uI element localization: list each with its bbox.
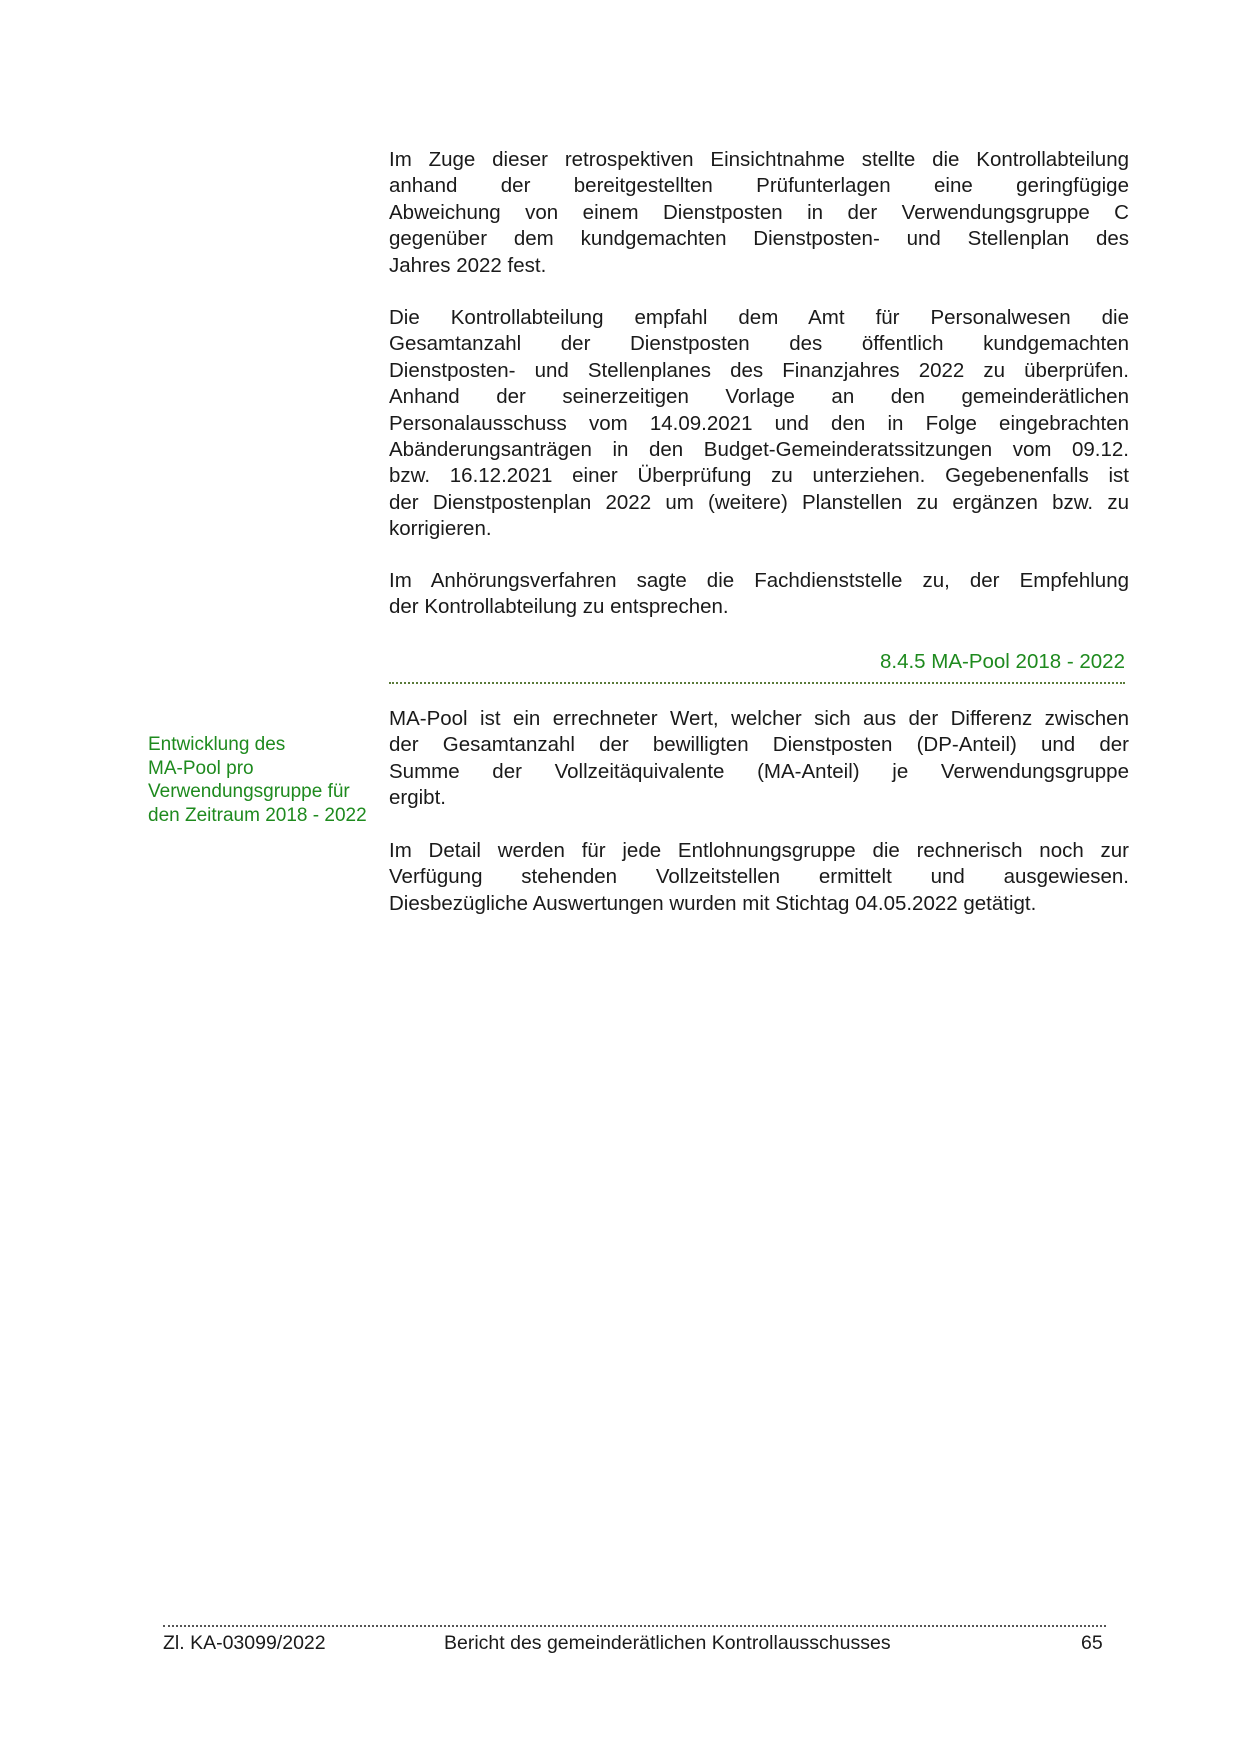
text-line: Diesbezügliche Auswertungen wurden mit Stichtag 04.05.2022 getätigt. (389, 891, 1037, 915)
text-line: MA-Pool ist ein errechneter Wert, welcher sich aus der Differenz zwischen (389, 707, 1129, 730)
page-number: 65 (1081, 1632, 1103, 1654)
footer-reference: Zl. KA-03099/2022 (163, 1632, 326, 1654)
text-line: der Kontrollabteilung zu entsprechen. (389, 595, 729, 619)
text-line: Im Anhörungsverfahren sagte die Fachdienststelle zu, der Empfehlung (389, 569, 1129, 592)
footer-title: Bericht des gemeinderätlichen Kontrollausschusses (444, 1632, 891, 1654)
text-line: Dienstposten- und Stellenplanes des Finanzjahres 2022 zu überprüfen. (389, 358, 1129, 382)
text-line: Verfügung stehenden Vollzeitstellen ermittelt und ausgewiesen. (389, 865, 1129, 889)
text-line: Im Zuge dieser retrospektiven Einsichtnahme stellte die Kontrollabteilung (389, 148, 1129, 171)
margin-note-line: Verwendungsgruppe für (148, 781, 350, 802)
text-line: bzw. 16.12.2021 einer Überprüfung zu unterziehen. Gegebenenfalls ist (389, 464, 1129, 488)
paragraph-1 (389, 147, 1129, 279)
paragraph-4 (389, 706, 1129, 812)
text-line: der Gesamtanzahl der bewilligten Dienstposten (DP-Anteil) und der (389, 733, 1129, 757)
text-line: Abweichung von einem Dienstposten in der Verwendungsgruppe C (389, 200, 1129, 224)
margin-note-line: MA-Pool pro (148, 757, 254, 779)
margin-note-line: Entwicklung des (148, 734, 286, 755)
text-line: Personalausschuss vom 14.09.2021 und den in Folge eingebrachten (389, 411, 1129, 435)
text-line: der Dienstpostenplan 2022 um (weitere) Planstellen zu ergänzen bzw. zu (389, 490, 1129, 514)
paragraph-3 (389, 568, 1129, 621)
footer-divider (163, 1625, 1106, 1627)
text-line: Abänderungsanträgen in den Budget-Gemeinderatssitzungen vom 09.12. (389, 438, 1129, 462)
text-line: Gesamtanzahl der Dienstposten des öffentlich kundgemachten (389, 332, 1129, 356)
section-heading-text: 8.4.5 MA-Pool 2018 - 2022 (879, 650, 1125, 673)
text-line: Anhand der seinerzeitigen Vorlage an den gemeinderätlichen (389, 385, 1129, 409)
text-line: Summe der Vollzeitäquivalente (MA-Anteil) je Verwendungsgruppe (389, 759, 1129, 783)
text-line: anhand der bereitgestellten Prüfunterlagen eine geringfügige (389, 174, 1129, 198)
margin-note-line: den Zeitraum 2018 - 2022 (148, 804, 367, 826)
text-line: Im Detail werden für jede Entlohnungsgruppe die rechnerisch noch zur (389, 839, 1129, 862)
margin-note (148, 733, 388, 827)
text-line: Die Kontrollabteilung empfahl dem Amt für Personalwesen die (389, 306, 1129, 329)
text-line: ergibt. (389, 786, 446, 810)
text-line: gegenüber dem kundgemachten Dienstposten- und Stellenplan des (389, 227, 1129, 251)
paragraph-2 (389, 305, 1129, 543)
paragraph-5 (389, 838, 1129, 917)
section-heading (389, 646, 1125, 684)
text-line: korrigieren. (389, 517, 492, 541)
text-line: Jahres 2022 fest. (389, 253, 547, 277)
